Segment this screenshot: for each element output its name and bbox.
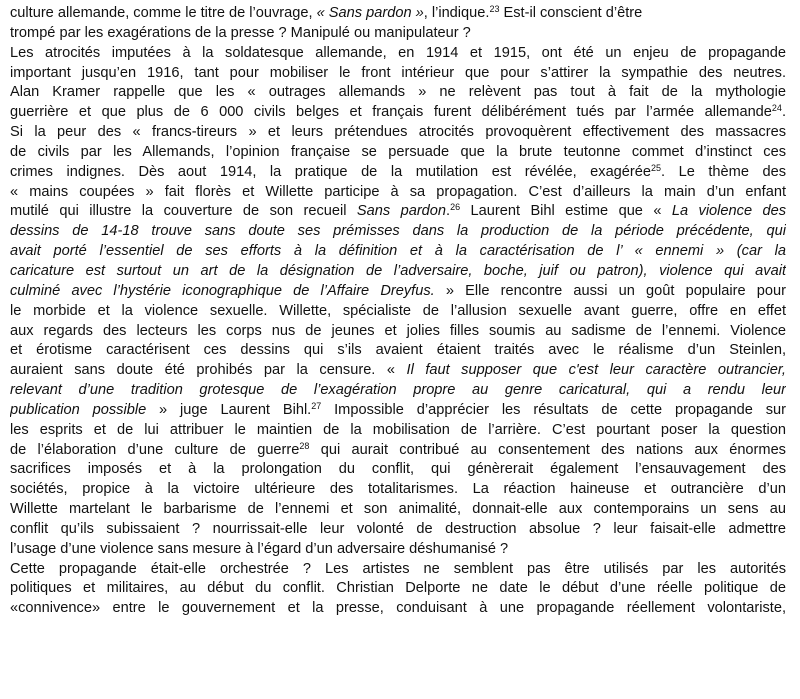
text-segment: trompé par les exagérations de la presse ? Manipulé ou manipulateur ? xyxy=(10,24,471,41)
italic-text: caricature est surtout un art de la désignation de l’adversaire, boche, juif ou patron), violence qui avait xyxy=(10,262,786,279)
text-line xyxy=(10,262,786,282)
text-line xyxy=(10,64,786,84)
text-segment: mutilé qui illustre la couverture de son recueil xyxy=(10,203,357,220)
text-segment: » juge Laurent Bihl. xyxy=(146,401,312,418)
italic-text: Sans pardon xyxy=(356,203,447,220)
text-segment: les esprits et de lui attribuer le maintien de la mobilisation de l’arrière. C’est pourtant poser la question xyxy=(10,421,786,438)
text-segment: politiques et militaires, au début du conflit. Christian Delporte ne date le début d’une réelle politique de xyxy=(10,580,786,597)
text-line xyxy=(10,599,786,619)
text-segment: l’usage d’une violence sans mesure à l’égard d’un adversaire déshumanisé ? xyxy=(10,540,509,557)
text-segment: qui aurait contribué au consentement des nations aux énormes xyxy=(309,441,786,458)
text-line xyxy=(10,202,786,222)
text-line xyxy=(10,24,786,44)
text-line xyxy=(10,183,786,203)
italic-text: La violence des xyxy=(671,203,786,220)
italic-text: « Sans pardon » xyxy=(316,5,424,21)
italic-text: culminé avec l’hystérie iconographique de l’Affaire Dreyfus. xyxy=(10,282,435,299)
text-segment: de civils par les Allemands, l’opinion française se persuade que la brute teutonne commet d’instinct ces xyxy=(10,143,786,160)
italic-text: publication possible xyxy=(10,401,147,418)
text-segment: . xyxy=(781,104,786,121)
italic-text: dessins de 14-18 trouve sans doute ses prémisses dans la production de la période précédente, qui xyxy=(10,223,786,240)
text-line xyxy=(10,322,786,342)
text-segment: Laurent Bihl estime que « xyxy=(460,203,672,220)
text-segment: . Le thème des xyxy=(661,163,786,180)
text-segment: «connivence» entre le gouvernement et la presse, conduisant à une propagande réellement volontariste, xyxy=(10,600,786,617)
text-segment: sociétés, propice à la victoire ultérieure des totalitarismes. La réaction haineuse et outrancière d’un xyxy=(10,481,786,498)
text-line xyxy=(10,83,786,103)
text-segment: Les atrocités imputées à la soldatesque allemande, en 1914 et 1915, ont été un enjeu de propagande xyxy=(10,44,786,61)
text-line xyxy=(10,4,786,24)
text-line xyxy=(10,143,786,163)
text-line xyxy=(10,500,786,520)
text-segment: Cette propagande était-elle orchestrée ? Les artistes ne semblent pas être utilisés par les autorités xyxy=(10,560,786,577)
text-segment: le morbide et la violence sexuelle. Willette, spécialiste de l’allusion sexuelle avant guerre, offre en effet xyxy=(10,302,786,319)
text-segment: . xyxy=(446,203,451,220)
text-line xyxy=(10,361,786,381)
text-line xyxy=(10,560,786,580)
text-line xyxy=(10,222,786,242)
text-segment: auraient sans doute été prohibés par la censure. « xyxy=(10,362,407,379)
text-line xyxy=(10,381,786,401)
text-segment: » Elle rencontre aussi un goût populaire pour xyxy=(434,282,786,299)
italic-text: Il faut supposer que c'est leur caractère outrancier, xyxy=(406,362,786,379)
footnote-marker: 26 xyxy=(450,202,461,213)
text-line xyxy=(10,103,786,123)
text-line xyxy=(10,282,786,302)
text-segment: aux regards des lecteurs les corps nus de jeunes et jolies filles soumis au sadisme de l’ennemi. Violence xyxy=(10,322,786,339)
text-line xyxy=(10,460,786,480)
text-segment: crimes indignes. Dès aout 1914, la pratique de la mutilation est révélée, exagérée xyxy=(10,163,652,180)
text-segment: et érotisme caractérisent ces dessins qui s’ils avaient étaient traités avec le réalisme d’un Steinlen, xyxy=(10,342,786,359)
text-line xyxy=(10,341,786,361)
footnote-marker: 27 xyxy=(311,400,322,411)
text-segment: de l’élaboration d’une culture de guerre xyxy=(10,441,300,458)
footnote-marker: 23 xyxy=(489,4,500,14)
footnote-marker: 28 xyxy=(299,440,310,451)
text-segment: important jusqu’en 1916, tant pour mobiliser le front intérieur que pour s’attirer la sympathie des neutres. xyxy=(10,64,786,81)
text-segment: Est-il conscient d’être xyxy=(499,5,643,21)
text-line xyxy=(10,579,786,599)
text-segment: Alan Kramer rappelle que les « outrages allemands » ne relèvent pas tout à fait de la mythologie xyxy=(10,84,786,101)
text-segment: Si la peur des « francs-tireurs » et leurs prétendues atrocités provoquèrent effectivement des massacres xyxy=(10,124,786,141)
footnote-marker: 24 xyxy=(771,103,782,114)
text-segment: Willette martelant le barbarisme de l’ennemi et son animalité, donnait-elle aux contemporains un sens au xyxy=(10,501,786,518)
text-segment: , l’indique. xyxy=(423,5,490,21)
text-segment: Impossible d’apprécier les résultats de cette propagande sur xyxy=(321,401,786,418)
text-line xyxy=(10,441,786,461)
text-segment: culture allemande, comme le titre de l’ouvrage, xyxy=(10,5,317,21)
italic-text: avait porté l’essentiel de ses efforts à la définition et à la caractérisation de l’ « ennemi » (car la xyxy=(10,243,786,260)
text-line xyxy=(10,421,786,441)
text-line xyxy=(10,163,786,183)
text-segment: « mains coupées » fait florès et Willette participe à sa propagation. C’est d’ailleurs la main d’un enfant xyxy=(10,183,786,200)
text-line xyxy=(10,123,786,143)
text-line xyxy=(10,401,786,421)
text-line xyxy=(10,540,786,560)
text-line xyxy=(10,242,786,262)
text-segment: conflit qu’ils subissaient ? nourrissait-elle leur volonté de destruction absolue ? leur faisait-elle admettre xyxy=(10,520,786,537)
text-line xyxy=(10,302,786,322)
text-line xyxy=(10,480,786,500)
footnote-marker: 25 xyxy=(651,162,662,173)
text-segment: guerrière et que plus de 6 000 civils belges et français furent délibérément tués par l’armée allemande xyxy=(10,104,772,121)
text-segment: sacrifices imposés et à la prolongation du conflit, qui génèrerait également l’ensauvagement des xyxy=(10,461,786,478)
text-line xyxy=(10,520,786,540)
italic-text: relevant d’une tradition grotesque de l’exagération propre au genre caricatural, qui a rendu leur xyxy=(10,382,786,399)
text-line xyxy=(10,44,786,64)
